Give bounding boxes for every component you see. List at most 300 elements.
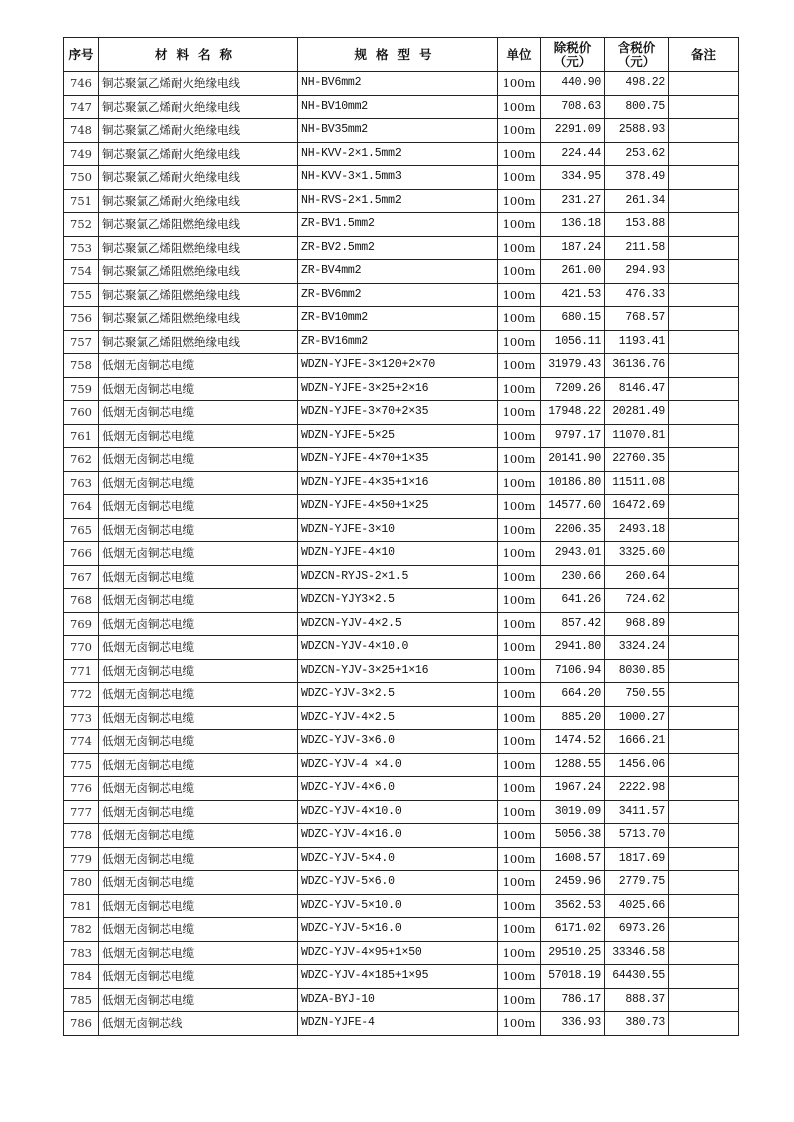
- price-ex-tax-cell: 57018.19: [541, 965, 605, 989]
- spec-model-cell: WDZN-YJFE-4×70+1×35: [298, 448, 498, 472]
- spec-model-cell: WDZC-YJV-4×95+1×50: [298, 941, 498, 965]
- spec-model-cell: NH-BV35mm2: [298, 119, 498, 143]
- unit-cell: 100m: [498, 683, 541, 707]
- table-row: [64, 448, 739, 472]
- unit-cell: 100m: [498, 1012, 541, 1036]
- note-cell: [669, 448, 739, 472]
- spec-model-cell: WDZN-YJFE-4: [298, 1012, 498, 1036]
- price-ex-tax-cell: 14577.60: [541, 495, 605, 519]
- spec-model-cell: WDZC-YJV-5×10.0: [298, 894, 498, 918]
- note-cell: [669, 1012, 739, 1036]
- spec-model-cell: NH-KVV-3×1.5mm3: [298, 166, 498, 190]
- table-row: [64, 589, 739, 613]
- unit-cell: 100m: [498, 95, 541, 119]
- price-ex-tax-cell: 3562.53: [541, 894, 605, 918]
- note-cell: [669, 471, 739, 495]
- header-no: 序号: [64, 38, 99, 72]
- price-in-tax-cell: 64430.55: [605, 965, 669, 989]
- unit-cell: 100m: [498, 330, 541, 354]
- price-in-tax-cell: 5713.70: [605, 824, 669, 848]
- header-price-ex-tax: [541, 38, 605, 72]
- table-header: [64, 38, 739, 72]
- price-ex-tax-cell: 664.20: [541, 683, 605, 707]
- price-ex-tax-cell: 885.20: [541, 706, 605, 730]
- material-name-cell: 低烟无卤铜芯电缆: [99, 471, 298, 495]
- spec-model-cell: WDZC-YJV-4×2.5: [298, 706, 498, 730]
- price-ex-tax-cell: 136.18: [541, 213, 605, 237]
- price-in-tax-cell: 2493.18: [605, 518, 669, 542]
- material-name-cell: 低烟无卤铜芯电缆: [99, 659, 298, 683]
- price-ex-tax-cell: 708.63: [541, 95, 605, 119]
- note-cell: [669, 307, 739, 331]
- price-ex-tax-cell: 224.44: [541, 142, 605, 166]
- price-ex-tax-cell: 7209.26: [541, 377, 605, 401]
- spec-model-cell: WDZC-YJV-5×4.0: [298, 847, 498, 871]
- price-in-tax-cell: 36136.76: [605, 354, 669, 378]
- price-ex-tax-cell: 7106.94: [541, 659, 605, 683]
- price-ex-tax-cell: 680.15: [541, 307, 605, 331]
- table-row: [64, 824, 739, 848]
- row-number-cell: 747: [64, 95, 99, 119]
- note-cell: [669, 824, 739, 848]
- table-row: [64, 330, 739, 354]
- material-name-cell: 低烟无卤铜芯电缆: [99, 941, 298, 965]
- material-name-cell: 铜芯聚氯乙烯耐火绝缘电线: [99, 95, 298, 119]
- table-row: [64, 636, 739, 660]
- row-number-cell: 753: [64, 236, 99, 260]
- table-row: [64, 894, 739, 918]
- material-name-cell: 低烟无卤铜芯电缆: [99, 800, 298, 824]
- price-in-tax-cell: 11070.81: [605, 424, 669, 448]
- note-cell: [669, 683, 739, 707]
- price-in-tax-cell: 378.49: [605, 166, 669, 190]
- row-number-cell: 762: [64, 448, 99, 472]
- price-ex-tax-cell: 187.24: [541, 236, 605, 260]
- header-spec-model: 规格型号: [298, 38, 498, 72]
- unit-cell: 100m: [498, 589, 541, 613]
- material-name-cell: 铜芯聚氯乙烯耐火绝缘电线: [99, 119, 298, 143]
- unit-cell: 100m: [498, 307, 541, 331]
- unit-cell: 100m: [498, 730, 541, 754]
- row-number-cell: 766: [64, 542, 99, 566]
- price-in-tax-cell: 800.75: [605, 95, 669, 119]
- price-ex-tax-cell: 2206.35: [541, 518, 605, 542]
- table-row: [64, 941, 739, 965]
- header-unit: 单位: [498, 38, 541, 72]
- spec-model-cell: NH-BV6mm2: [298, 72, 498, 96]
- spec-model-cell: WDZN-YJFE-3×25+2×16: [298, 377, 498, 401]
- spec-model-cell: WDZCN-YJV-3×25+1×16: [298, 659, 498, 683]
- note-cell: [669, 706, 739, 730]
- row-number-cell: 774: [64, 730, 99, 754]
- price-in-tax-cell: 476.33: [605, 283, 669, 307]
- spec-model-cell: WDZC-YJV-4×185+1×95: [298, 965, 498, 989]
- material-name-cell: 低烟无卤铜芯电缆: [99, 448, 298, 472]
- price-ex-tax-cell: 1608.57: [541, 847, 605, 871]
- unit-cell: 100m: [498, 72, 541, 96]
- material-name-cell: 铜芯聚氯乙烯阻燃绝缘电线: [99, 236, 298, 260]
- price-in-tax-cell: 1456.06: [605, 753, 669, 777]
- row-number-cell: 764: [64, 495, 99, 519]
- price-ex-tax-cell: 31979.43: [541, 354, 605, 378]
- row-number-cell: 769: [64, 612, 99, 636]
- spec-model-cell: NH-KVV-2×1.5mm2: [298, 142, 498, 166]
- price-ex-tax-cell: 1288.55: [541, 753, 605, 777]
- note-cell: [669, 330, 739, 354]
- material-name-cell: 铜芯聚氯乙烯耐火绝缘电线: [99, 142, 298, 166]
- unit-cell: 100m: [498, 189, 541, 213]
- note-cell: [669, 730, 739, 754]
- row-number-cell: 767: [64, 565, 99, 589]
- price-ex-tax-cell: 10186.80: [541, 471, 605, 495]
- spec-model-cell: WDZN-YJFE-4×10: [298, 542, 498, 566]
- row-number-cell: 763: [64, 471, 99, 495]
- spec-model-cell: WDZN-YJFE-4×35+1×16: [298, 471, 498, 495]
- price-in-tax-cell: 20281.49: [605, 401, 669, 425]
- note-cell: [669, 424, 739, 448]
- material-name-cell: 低烟无卤铜芯电缆: [99, 424, 298, 448]
- unit-cell: 100m: [498, 448, 541, 472]
- spec-model-cell: WDZC-YJV-3×2.5: [298, 683, 498, 707]
- table-row: [64, 518, 739, 542]
- unit-cell: 100m: [498, 377, 541, 401]
- price-in-tax-cell: 260.64: [605, 565, 669, 589]
- price-in-tax-cell: 16472.69: [605, 495, 669, 519]
- table-row: [64, 189, 739, 213]
- table-row: [64, 401, 739, 425]
- unit-cell: 100m: [498, 166, 541, 190]
- row-number-cell: 748: [64, 119, 99, 143]
- table-row: [64, 706, 739, 730]
- unit-cell: 100m: [498, 988, 541, 1012]
- header-price-in-tax-currency: （元）: [617, 53, 656, 69]
- price-in-tax-cell: 380.73: [605, 1012, 669, 1036]
- note-cell: [669, 988, 739, 1012]
- material-name-cell: 低烟无卤铜芯电缆: [99, 730, 298, 754]
- note-cell: [669, 777, 739, 801]
- spec-model-cell: WDZN-YJFE-3×10: [298, 518, 498, 542]
- row-number-cell: 772: [64, 683, 99, 707]
- row-number-cell: 785: [64, 988, 99, 1012]
- spec-model-cell: WDZC-YJV-4×10.0: [298, 800, 498, 824]
- table-row: [64, 777, 739, 801]
- table-row: [64, 988, 739, 1012]
- row-number-cell: 756: [64, 307, 99, 331]
- header-row: [64, 38, 739, 72]
- price-in-tax-cell: 22760.35: [605, 448, 669, 472]
- row-number-cell: 776: [64, 777, 99, 801]
- price-ex-tax-cell: 6171.02: [541, 918, 605, 942]
- unit-cell: 100m: [498, 941, 541, 965]
- row-number-cell: 758: [64, 354, 99, 378]
- header-price-in-tax: [605, 38, 669, 72]
- note-cell: [669, 213, 739, 237]
- note-cell: [669, 636, 739, 660]
- material-name-cell: 低烟无卤铜芯电缆: [99, 777, 298, 801]
- price-ex-tax-cell: 20141.90: [541, 448, 605, 472]
- material-name-cell: 低烟无卤铜芯电缆: [99, 706, 298, 730]
- price-ex-tax-cell: 5056.38: [541, 824, 605, 848]
- material-name-cell: 铜芯聚氯乙烯耐火绝缘电线: [99, 189, 298, 213]
- row-number-cell: 770: [64, 636, 99, 660]
- row-number-cell: 749: [64, 142, 99, 166]
- price-in-tax-cell: 253.62: [605, 142, 669, 166]
- unit-cell: 100m: [498, 847, 541, 871]
- note-cell: [669, 401, 739, 425]
- price-ex-tax-cell: 857.42: [541, 612, 605, 636]
- price-in-tax-cell: 2588.93: [605, 119, 669, 143]
- header-price-in-tax-label: 含税价: [617, 39, 656, 55]
- material-name-cell: 低烟无卤铜芯电缆: [99, 847, 298, 871]
- material-name-cell: 低烟无卤铜芯电缆: [99, 918, 298, 942]
- price-ex-tax-cell: 3019.09: [541, 800, 605, 824]
- note-cell: [669, 941, 739, 965]
- price-ex-tax-cell: 261.00: [541, 260, 605, 284]
- row-number-cell: 765: [64, 518, 99, 542]
- material-name-cell: 低烟无卤铜芯电缆: [99, 683, 298, 707]
- spec-model-cell: ZR-BV10mm2: [298, 307, 498, 331]
- spec-model-cell: WDZC-YJV-3×6.0: [298, 730, 498, 754]
- spec-model-cell: WDZN-YJFE-3×70+2×35: [298, 401, 498, 425]
- table-row: [64, 612, 739, 636]
- price-ex-tax-cell: 334.95: [541, 166, 605, 190]
- unit-cell: 100m: [498, 119, 541, 143]
- price-ex-tax-cell: 641.26: [541, 589, 605, 613]
- material-name-cell: 铜芯聚氯乙烯耐火绝缘电线: [99, 166, 298, 190]
- material-name-cell: 低烟无卤铜芯电缆: [99, 753, 298, 777]
- note-cell: [669, 72, 739, 96]
- table-row: [64, 213, 739, 237]
- price-ex-tax-cell: 231.27: [541, 189, 605, 213]
- row-number-cell: 752: [64, 213, 99, 237]
- row-number-cell: 777: [64, 800, 99, 824]
- material-name-cell: 低烟无卤铜芯电缆: [99, 871, 298, 895]
- price-in-tax-cell: 4025.66: [605, 894, 669, 918]
- price-ex-tax-cell: 29510.25: [541, 941, 605, 965]
- note-cell: [669, 119, 739, 143]
- note-cell: [669, 565, 739, 589]
- table-row: [64, 800, 739, 824]
- table-row: [64, 847, 739, 871]
- note-cell: [669, 871, 739, 895]
- note-cell: [669, 95, 739, 119]
- material-name-cell: 铜芯聚氯乙烯阻燃绝缘电线: [99, 330, 298, 354]
- spec-model-cell: WDZC-YJV-4 ×4.0: [298, 753, 498, 777]
- note-cell: [669, 894, 739, 918]
- unit-cell: 100m: [498, 894, 541, 918]
- material-name-cell: 铜芯聚氯乙烯阻燃绝缘电线: [99, 213, 298, 237]
- table-row: [64, 683, 739, 707]
- price-ex-tax-cell: 2459.96: [541, 871, 605, 895]
- note-cell: [669, 518, 739, 542]
- spec-model-cell: NH-BV10mm2: [298, 95, 498, 119]
- note-cell: [669, 918, 739, 942]
- spec-model-cell: NH-RVS-2×1.5mm2: [298, 189, 498, 213]
- row-number-cell: 783: [64, 941, 99, 965]
- table-row: [64, 918, 739, 942]
- spec-model-cell: WDZC-YJV-4×16.0: [298, 824, 498, 848]
- material-name-cell: 低烟无卤铜芯电缆: [99, 965, 298, 989]
- price-ex-tax-cell: 440.90: [541, 72, 605, 96]
- material-name-cell: 低烟无卤铜芯电缆: [99, 518, 298, 542]
- unit-cell: 100m: [498, 800, 541, 824]
- price-in-tax-cell: 11511.08: [605, 471, 669, 495]
- table-row: [64, 542, 739, 566]
- unit-cell: 100m: [498, 659, 541, 683]
- price-in-tax-cell: 724.62: [605, 589, 669, 613]
- row-number-cell: 760: [64, 401, 99, 425]
- row-number-cell: 775: [64, 753, 99, 777]
- note-cell: [669, 142, 739, 166]
- row-number-cell: 780: [64, 871, 99, 895]
- note-cell: [669, 965, 739, 989]
- row-number-cell: 778: [64, 824, 99, 848]
- unit-cell: 100m: [498, 213, 541, 237]
- row-number-cell: 779: [64, 847, 99, 871]
- price-ex-tax-cell: 786.17: [541, 988, 605, 1012]
- note-cell: [669, 612, 739, 636]
- material-name-cell: 低烟无卤铜芯电缆: [99, 824, 298, 848]
- row-number-cell: 786: [64, 1012, 99, 1036]
- table-row: [64, 72, 739, 96]
- price-ex-tax-cell: 9797.17: [541, 424, 605, 448]
- unit-cell: 100m: [498, 495, 541, 519]
- table-row: [64, 354, 739, 378]
- price-in-tax-cell: 6973.26: [605, 918, 669, 942]
- spec-model-cell: WDZCN-YJV-4×10.0: [298, 636, 498, 660]
- unit-cell: 100m: [498, 401, 541, 425]
- row-number-cell: 782: [64, 918, 99, 942]
- price-ex-tax-cell: 1056.11: [541, 330, 605, 354]
- material-name-cell: 低烟无卤铜芯电缆: [99, 565, 298, 589]
- table-row: [64, 236, 739, 260]
- table-row: [64, 730, 739, 754]
- note-cell: [669, 283, 739, 307]
- table-row: [64, 424, 739, 448]
- price-list-page: [63, 37, 739, 1036]
- table-row: [64, 659, 739, 683]
- row-number-cell: 757: [64, 330, 99, 354]
- row-number-cell: 781: [64, 894, 99, 918]
- unit-cell: 100m: [498, 636, 541, 660]
- unit-cell: 100m: [498, 354, 541, 378]
- material-name-cell: 铜芯聚氯乙烯阻燃绝缘电线: [99, 260, 298, 284]
- price-ex-tax-cell: 1474.52: [541, 730, 605, 754]
- note-cell: [669, 166, 739, 190]
- note-cell: [669, 589, 739, 613]
- price-ex-tax-cell: 336.93: [541, 1012, 605, 1036]
- unit-cell: 100m: [498, 918, 541, 942]
- spec-model-cell: WDZCN-YJY3×2.5: [298, 589, 498, 613]
- table-row: [64, 1012, 739, 1036]
- note-cell: [669, 542, 739, 566]
- unit-cell: 100m: [498, 518, 541, 542]
- spec-model-cell: WDZA-BYJ-10: [298, 988, 498, 1012]
- table-row: [64, 260, 739, 284]
- header-price-ex-tax-currency: （元）: [553, 53, 592, 69]
- table-row: [64, 871, 739, 895]
- price-in-tax-cell: 1666.21: [605, 730, 669, 754]
- spec-model-cell: ZR-BV6mm2: [298, 283, 498, 307]
- material-name-cell: 低烟无卤铜芯电缆: [99, 354, 298, 378]
- note-cell: [669, 189, 739, 213]
- material-name-cell: 低烟无卤铜芯电缆: [99, 542, 298, 566]
- material-name-cell: 低烟无卤铜芯电缆: [99, 495, 298, 519]
- spec-model-cell: ZR-BV4mm2: [298, 260, 498, 284]
- unit-cell: 100m: [498, 260, 541, 284]
- table-row: [64, 166, 739, 190]
- header-material-name: 材料名称: [99, 38, 298, 72]
- row-number-cell: 771: [64, 659, 99, 683]
- material-name-cell: 低烟无卤铜芯电缆: [99, 589, 298, 613]
- table-row: [64, 495, 739, 519]
- price-ex-tax-cell: 1967.24: [541, 777, 605, 801]
- row-number-cell: 773: [64, 706, 99, 730]
- unit-cell: 100m: [498, 612, 541, 636]
- note-cell: [669, 753, 739, 777]
- table-row: [64, 753, 739, 777]
- unit-cell: 100m: [498, 142, 541, 166]
- price-ex-tax-cell: 2291.09: [541, 119, 605, 143]
- price-in-tax-cell: 3411.57: [605, 800, 669, 824]
- spec-model-cell: ZR-BV1.5mm2: [298, 213, 498, 237]
- note-cell: [669, 354, 739, 378]
- price-in-tax-cell: 33346.58: [605, 941, 669, 965]
- unit-cell: 100m: [498, 706, 541, 730]
- unit-cell: 100m: [498, 236, 541, 260]
- spec-model-cell: WDZC-YJV-5×16.0: [298, 918, 498, 942]
- unit-cell: 100m: [498, 965, 541, 989]
- spec-model-cell: WDZC-YJV-4×6.0: [298, 777, 498, 801]
- row-number-cell: 754: [64, 260, 99, 284]
- spec-model-cell: ZR-BV2.5mm2: [298, 236, 498, 260]
- row-number-cell: 768: [64, 589, 99, 613]
- table-row: [64, 565, 739, 589]
- table-body: [64, 72, 739, 1036]
- row-number-cell: 751: [64, 189, 99, 213]
- price-in-tax-cell: 294.93: [605, 260, 669, 284]
- table-row: [64, 377, 739, 401]
- row-number-cell: 784: [64, 965, 99, 989]
- row-number-cell: 746: [64, 72, 99, 96]
- material-name-cell: 低烟无卤铜芯电缆: [99, 377, 298, 401]
- spec-model-cell: ZR-BV16mm2: [298, 330, 498, 354]
- unit-cell: 100m: [498, 283, 541, 307]
- spec-model-cell: WDZCN-RYJS-2×1.5: [298, 565, 498, 589]
- unit-cell: 100m: [498, 777, 541, 801]
- price-in-tax-cell: 211.58: [605, 236, 669, 260]
- note-cell: [669, 659, 739, 683]
- table-row: [64, 119, 739, 143]
- price-in-tax-cell: 261.34: [605, 189, 669, 213]
- table-row: [64, 283, 739, 307]
- row-number-cell: 750: [64, 166, 99, 190]
- price-in-tax-cell: 3324.24: [605, 636, 669, 660]
- header-price-ex-tax-label: 除税价: [553, 39, 592, 55]
- unit-cell: 100m: [498, 424, 541, 448]
- unit-cell: 100m: [498, 753, 541, 777]
- price-in-tax-cell: 1817.69: [605, 847, 669, 871]
- note-cell: [669, 800, 739, 824]
- price-in-tax-cell: 8146.47: [605, 377, 669, 401]
- material-name-cell: 铜芯聚氯乙烯阻燃绝缘电线: [99, 283, 298, 307]
- unit-cell: 100m: [498, 824, 541, 848]
- material-name-cell: 低烟无卤铜芯电缆: [99, 612, 298, 636]
- price-in-tax-cell: 888.37: [605, 988, 669, 1012]
- table-row: [64, 142, 739, 166]
- spec-model-cell: WDZCN-YJV-4×2.5: [298, 612, 498, 636]
- price-ex-tax-cell: 2943.01: [541, 542, 605, 566]
